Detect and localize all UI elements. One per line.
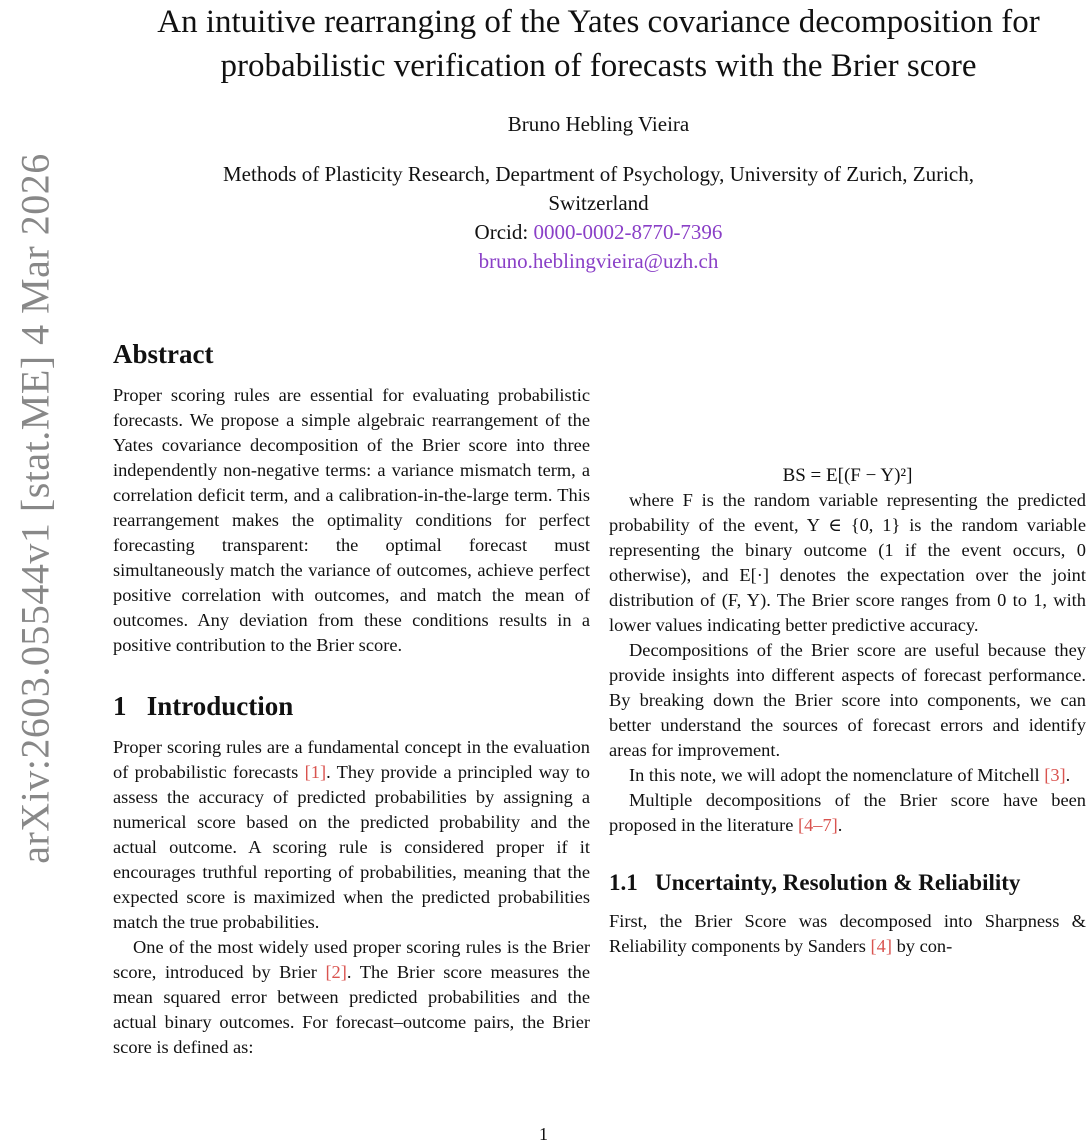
author: Bruno Hebling Vieira	[507, 112, 690, 136]
orcid-line	[110, 218, 1087, 247]
paragraph: Proper scoring rules are a fundamental concept in the evaluation of probabilistic forecasts [1]. They provide a principled way to assess the accuracy of predicted probabilities by assigning a numerical score based on the predicted probability and the actual outcome. A scoring rule is considered proper if it encourages truthful reporting of probabilities, meaning that the expected score is maximized when the predicted probabilities match the true probabilities.	[113, 737, 590, 932]
equation-brier-score: BS = E[(F − Y)²]	[782, 465, 913, 486]
arxiv-stamp: arXiv:2603.05544v1 [stat.ME] 4 Mar 2026	[12, 153, 58, 864]
paper-title	[110, 0, 1087, 88]
left-column	[113, 339, 590, 1060]
abstract-text: Proper scoring rules are essential for evaluating probabilistic forecasts. We propose a simple algebraic rearrangement of the Yates covariance decomposition of the Brier score into three independently non-negative terms: a variance mismatch term, a correlation deficit term, and a calibration-in-the-large term. This rearrangement makes the optimality conditions for perfect forecasting transparent: the optimal forecast must simultaneously match the variance of outcomes, achieve perfect positive correlation with outcomes, and match the mean of outcomes. Any deviation from these conditions results in a positive contribution to the Brier score.	[113, 385, 590, 655]
section-heading: 1 Introduction	[113, 691, 294, 721]
title-line: An intuitive rearranging of the Yates covariance decomposition for	[157, 4, 1040, 40]
paragraph: In this note, we will adopt the nomenclature of Mitchell [3].	[629, 765, 1071, 785]
page-number: 1	[539, 1124, 548, 1144]
right-column	[609, 348, 1086, 959]
title-line: probabilistic verification of forecasts with the Brier score	[220, 48, 977, 84]
affiliation-line: Switzerland	[548, 191, 649, 215]
subsection-heading: 1.1 Uncertainty, Resolution & Reliability	[609, 870, 1021, 895]
paragraph: First, the Brier Score was decomposed into Sharpness & Reliability components by Sanders [4] by con-	[609, 911, 1086, 956]
citation-link[interactable]: [4]	[870, 936, 892, 956]
paragraph: Multiple decompositions of the Brier score have been proposed in the literature [4–7].	[609, 790, 1086, 835]
affiliation-line: Methods of Plasticity Research, Department of Psychology, University of Zurich, Zurich,	[223, 162, 974, 186]
paragraph: where F is the random variable representing the predicted probability of the event, Y ∈ {0, 1} is the random variable representing the binary outcome (1 if the event occurs, 0 otherwise), and E[·] denotes the expectation over the joint distribution of (F, Y). The Brier score ranges from 0 to 1, with lower values indicating better predictive accuracy.	[609, 490, 1086, 635]
paragraph: Decompositions of the Brier score are useful because they provide insights into different aspects of forecast performance. By breaking down the Brier score into components, we can better understand the sources of forecast errors and identify areas for improvement.	[609, 640, 1086, 760]
paragraph: One of the most widely used proper scoring rules is the Brier score, introduced by Brier [2]. The Brier score measures the mean squared error between predicted probabilities and the actual binary outcomes. For forecast–outcome pairs, the Brier score is defined as:	[113, 937, 590, 1057]
citation-link[interactable]: [1]	[304, 762, 327, 782]
orcid-label: Orcid:	[474, 220, 529, 244]
citation-link[interactable]: [4–7]	[797, 815, 838, 835]
citation-link[interactable]: [2]	[325, 962, 347, 982]
email-link[interactable]: bruno.heblingvieira@uzh.ch	[478, 249, 719, 273]
affiliation	[110, 160, 1087, 276]
abstract-heading: Abstract	[113, 339, 214, 369]
orcid-link[interactable]: 0000-0002-8770-7396	[533, 220, 723, 244]
citation-link[interactable]: [3]	[1044, 765, 1066, 785]
